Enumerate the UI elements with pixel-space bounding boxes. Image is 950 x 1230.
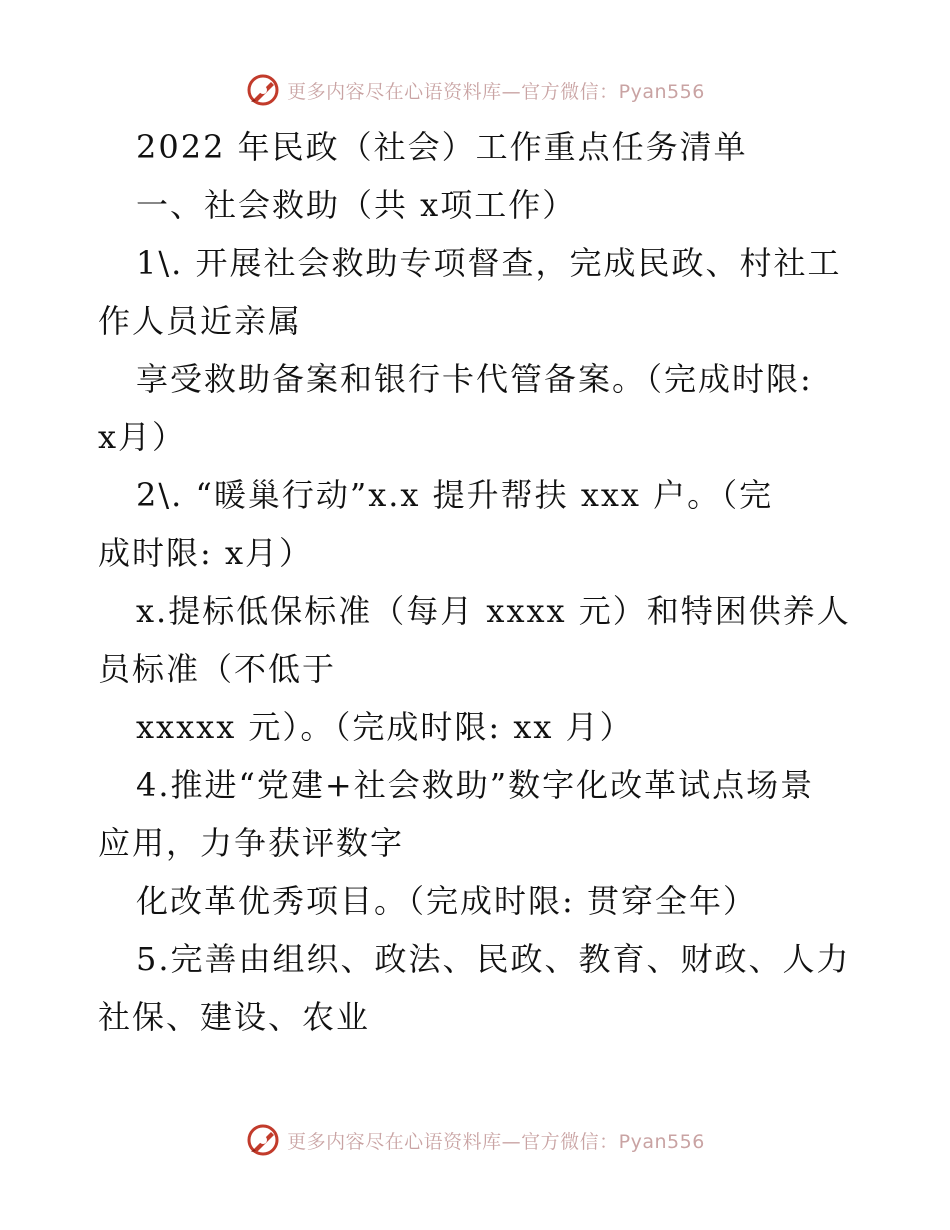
text-line: 享受救助备案和银行卡代管备案。（完成时限: [136, 360, 813, 398]
text-line: 社保、建设、农业 [98, 998, 371, 1036]
text-line: 应用，力争获评数字 [98, 824, 405, 862]
text-line: 2\. “暖巢行动”x.x 提升帮扶 xxx 户。（完 [136, 476, 774, 514]
watermark-text: 更多内容尽在心语资料库—官方微信：Pyan556 [287, 80, 705, 103]
text-line: 作人员近亲属 [98, 302, 303, 340]
text-line: 4.推进“党建+社会救助”数字化改革试点场景 [136, 766, 815, 804]
text-line: 一、社会救助（共 x项工作） [136, 186, 577, 224]
watermark-text: 更多内容尽在心语资料库—官方微信：Pyan556 [287, 1130, 705, 1153]
text-line: 员标准（不低于 [98, 650, 337, 688]
header-watermark [0, 70, 950, 110]
text-line: 2022 年民政（社会）工作重点任务清单 [136, 128, 748, 166]
pen-logo-icon [245, 1122, 281, 1158]
text-line: 成时限: x月） [98, 534, 314, 572]
pen-logo-icon [245, 72, 281, 108]
text-line: 化改革优秀项目。（完成时限: 贯穿全年） [136, 882, 757, 920]
footer-watermark [0, 1120, 950, 1160]
text-line: x.提标低保标准（每月 xxxx 元）和特困供养人 [136, 592, 851, 630]
text-line: 5.完善由组织、政法、民政、教育、财政、人力 [136, 940, 851, 978]
document-body [98, 118, 858, 1046]
text-line: x月） [98, 418, 187, 456]
text-line: 1\. 开展社会救助专项督查，完成民政、村社工 [136, 244, 842, 282]
text-line: xxxxx 元）。（完成时限: xx 月） [136, 708, 634, 746]
